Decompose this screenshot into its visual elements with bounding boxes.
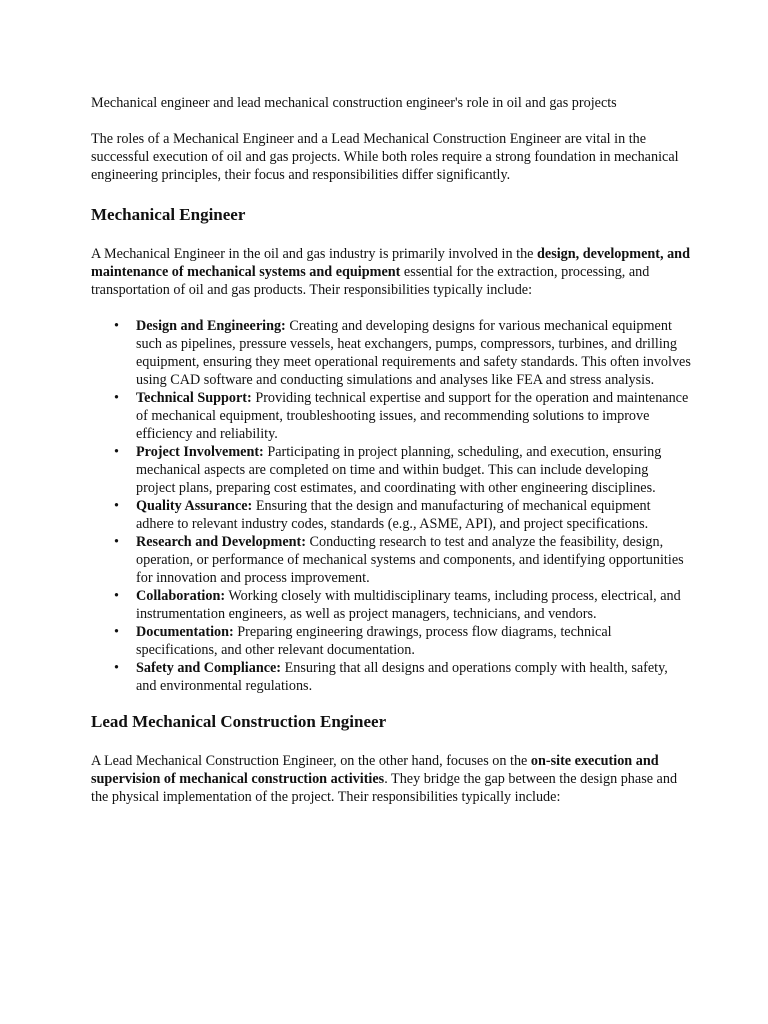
list-item-term: Technical Support: [136,390,252,406]
section-heading-lead-mechanical-construction-engineer: Lead Mechanical Construction Engineer [91,712,387,731]
list-item [91,317,691,389]
list-item-text: Creating and developing designs for various mechanical equipment such as pipelines, pressure vessels, heat exchangers, pumps, compressors, turbines, and drilling equipment, ensuring they meet operational requirements and safety standards. This often involves using CAD software and conducting simulations and analyses like FEA and stress analysis. [136,318,691,388]
paragraph-text: A Lead Mechanical Construction Engineer, on the other hand, focuses on the [91,753,531,769]
list-item-text: Ensuring that the design and manufacturing of mechanical equipment adhere to relevant industry codes, standards (e.g., ASME, API), and project specifications. [136,498,651,532]
list-item [91,497,691,533]
paragraph-text: A Mechanical Engineer in the oil and gas industry is primarily involved in the [91,246,538,262]
list-item [91,587,691,623]
responsibilities-list [91,317,691,695]
intro-paragraph: The roles of a Mechanical Engineer and a Lead Mechanical Construction Engineer are vital in the successful execution of oil and gas projects. While both roles require a strong foundation in mechanical engineering principles, their focus and responsibilities differ significantly. [91,131,679,183]
section-heading-mechanical-engineer: Mechanical Engineer [91,205,246,224]
document-page [91,94,691,824]
list-item-text: Providing technical expertise and support for the operation and maintenance of mechanical equipment, troubleshooting issues, and recommending solutions to improve efficiency and reliability. [136,390,689,442]
list-item-term: Safety and Compliance: [136,660,282,676]
list-item-text: Conducting research to test and analyze the feasibility, design, operation, or performance of mechanical systems and components, and identifying opportunities for innovation and process improvement. [136,534,684,586]
list-item-term: Research and Development: [136,534,306,550]
paragraph-emphasis: design, development, and maintenance of mechanical systems and equipment [91,246,690,280]
list-item-text: Participating in project planning, scheduling, and execution, ensuring mechanical aspects are completed on time and within budget. This can include developing project plans, preparing cost estimates, and coordinating with other engineering disciplines. [136,444,662,496]
list-item-term: Collaboration: [136,588,226,604]
section-paragraph-mechanical-engineer [91,245,691,299]
list-item [91,389,691,443]
list-item [91,443,691,497]
list-item-term: Design and Engineering: [136,318,286,334]
list-item-term: Project Involvement: [136,444,264,460]
list-item [91,623,691,659]
list-item [91,533,691,587]
list-item-text: Working closely with multidisciplinary teams, including process, electrical, and instrumentation engineers, as well as project managers, technicians, and vendors. [136,588,681,622]
paragraph-emphasis: on-site execution and supervision of mechanical construction activities [91,753,659,787]
list-item-text: Ensuring that all designs and operations comply with health, safety, and environmental regulations. [136,660,668,694]
paragraph-text: . They bridge the gap between the design phase and the physical implementation of the project. Their responsibilities typically include: [91,771,678,805]
list-item [91,659,691,695]
list-item-text: Preparing engineering drawings, process flow diagrams, technical specifications, and other relevant documentation. [136,624,612,658]
paragraph-text: essential for the extraction, processing, and transportation of oil and gas products. Their responsibilities typically include: [91,264,650,298]
list-item-term: Documentation: [136,624,234,640]
document-title: Mechanical engineer and lead mechanical construction engineer's role in oil and gas projects [91,95,617,111]
section-paragraph-lead-engineer [91,752,691,806]
list-item-term: Quality Assurance: [136,498,253,514]
